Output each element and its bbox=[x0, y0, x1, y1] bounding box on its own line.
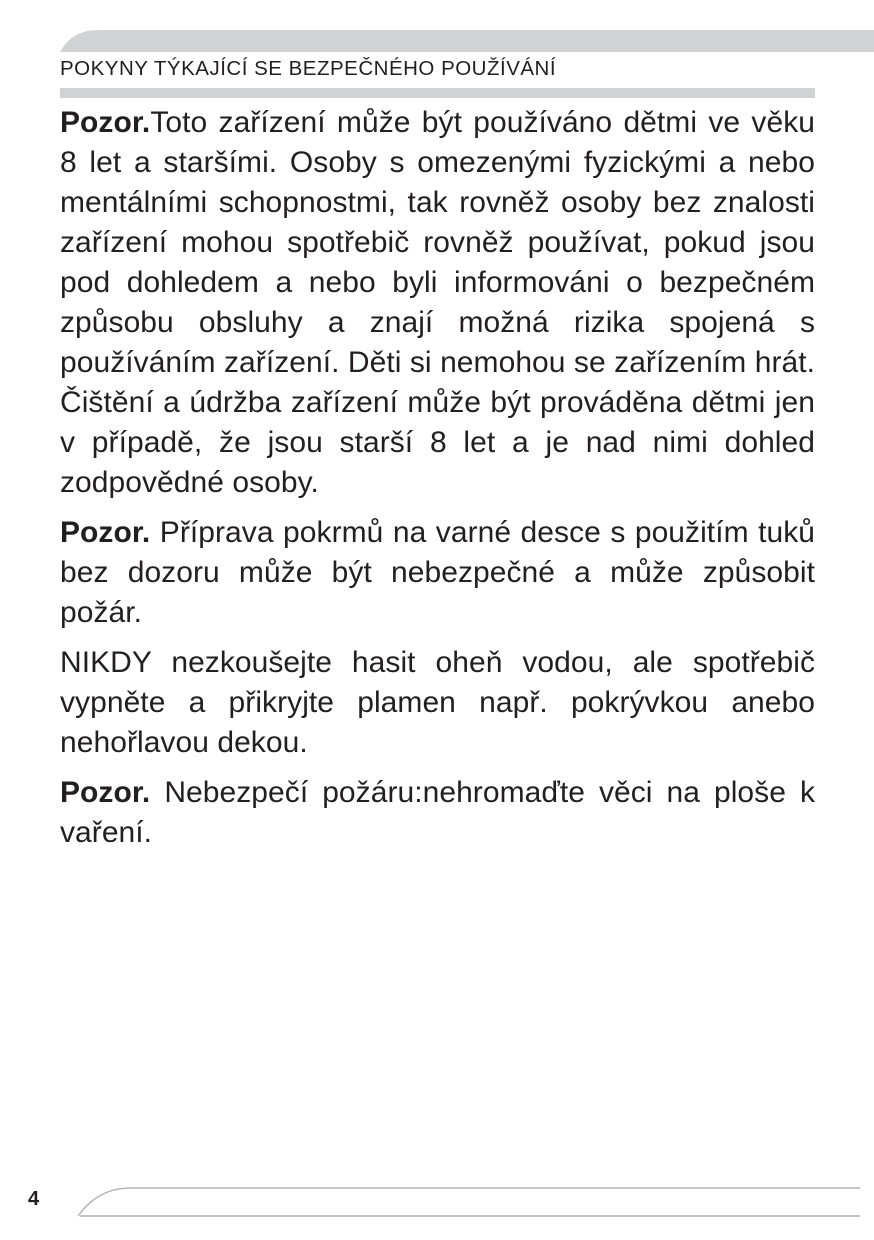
safety-instructions bbox=[60, 103, 815, 863]
warning-label: Pozor. bbox=[60, 516, 151, 549]
warning-text: Nebezpečí požáru:nehromaďte věci na ploše k vaření. bbox=[60, 776, 815, 849]
warning-paragraph-fire-hazard bbox=[60, 773, 815, 853]
page-number: 4 bbox=[28, 1188, 40, 1210]
warning-text: Toto zařízení může být používáno dětmi ve věku 8 let a staršími. Osoby s omezenými fyzickými a nebo mentálními schopnostmi, tak rovněž osoby bez znalosti zařízení mohou spotřebič rovněž používat, pokud jsou pod dohledem a nebo byli informováni o bezpečném způsobu obsluhy a znají možná rizika spojená s používáním zařízení. Děti si nemohou se zařízením hrát. Čištění a údržba zařízení může být prováděna dětmi jen v případě, že jsou starší 8 let a je nad nimi dohled zodpovědné osoby. bbox=[60, 106, 815, 499]
header-tab-decoration bbox=[0, 0, 874, 100]
section-heading: POKYNY TÝKAJÍCÍ SE BEZPEČNÉHO POUŽÍVÁNÍ bbox=[60, 57, 557, 80]
warning-label: Pozor. bbox=[60, 776, 151, 809]
warning-paragraph-never-water bbox=[60, 643, 815, 763]
footer-tab-decoration bbox=[70, 1182, 870, 1222]
warning-paragraph-children bbox=[60, 103, 815, 503]
warning-label: Pozor. bbox=[60, 106, 151, 139]
warning-paragraph-fat-cooking bbox=[60, 513, 815, 633]
heading-rule bbox=[60, 88, 815, 98]
warning-text: Příprava pokrmů na varné desce s použitím tuků bez dozoru může být nebezpečné a může způsobit požár. bbox=[60, 516, 815, 629]
warning-text: NIKDY nezkoušejte hasit oheň vodou, ale spotřebič vypněte a přikryjte plamen např. pokrývkou anebo nehořlavou dekou. bbox=[60, 646, 815, 759]
